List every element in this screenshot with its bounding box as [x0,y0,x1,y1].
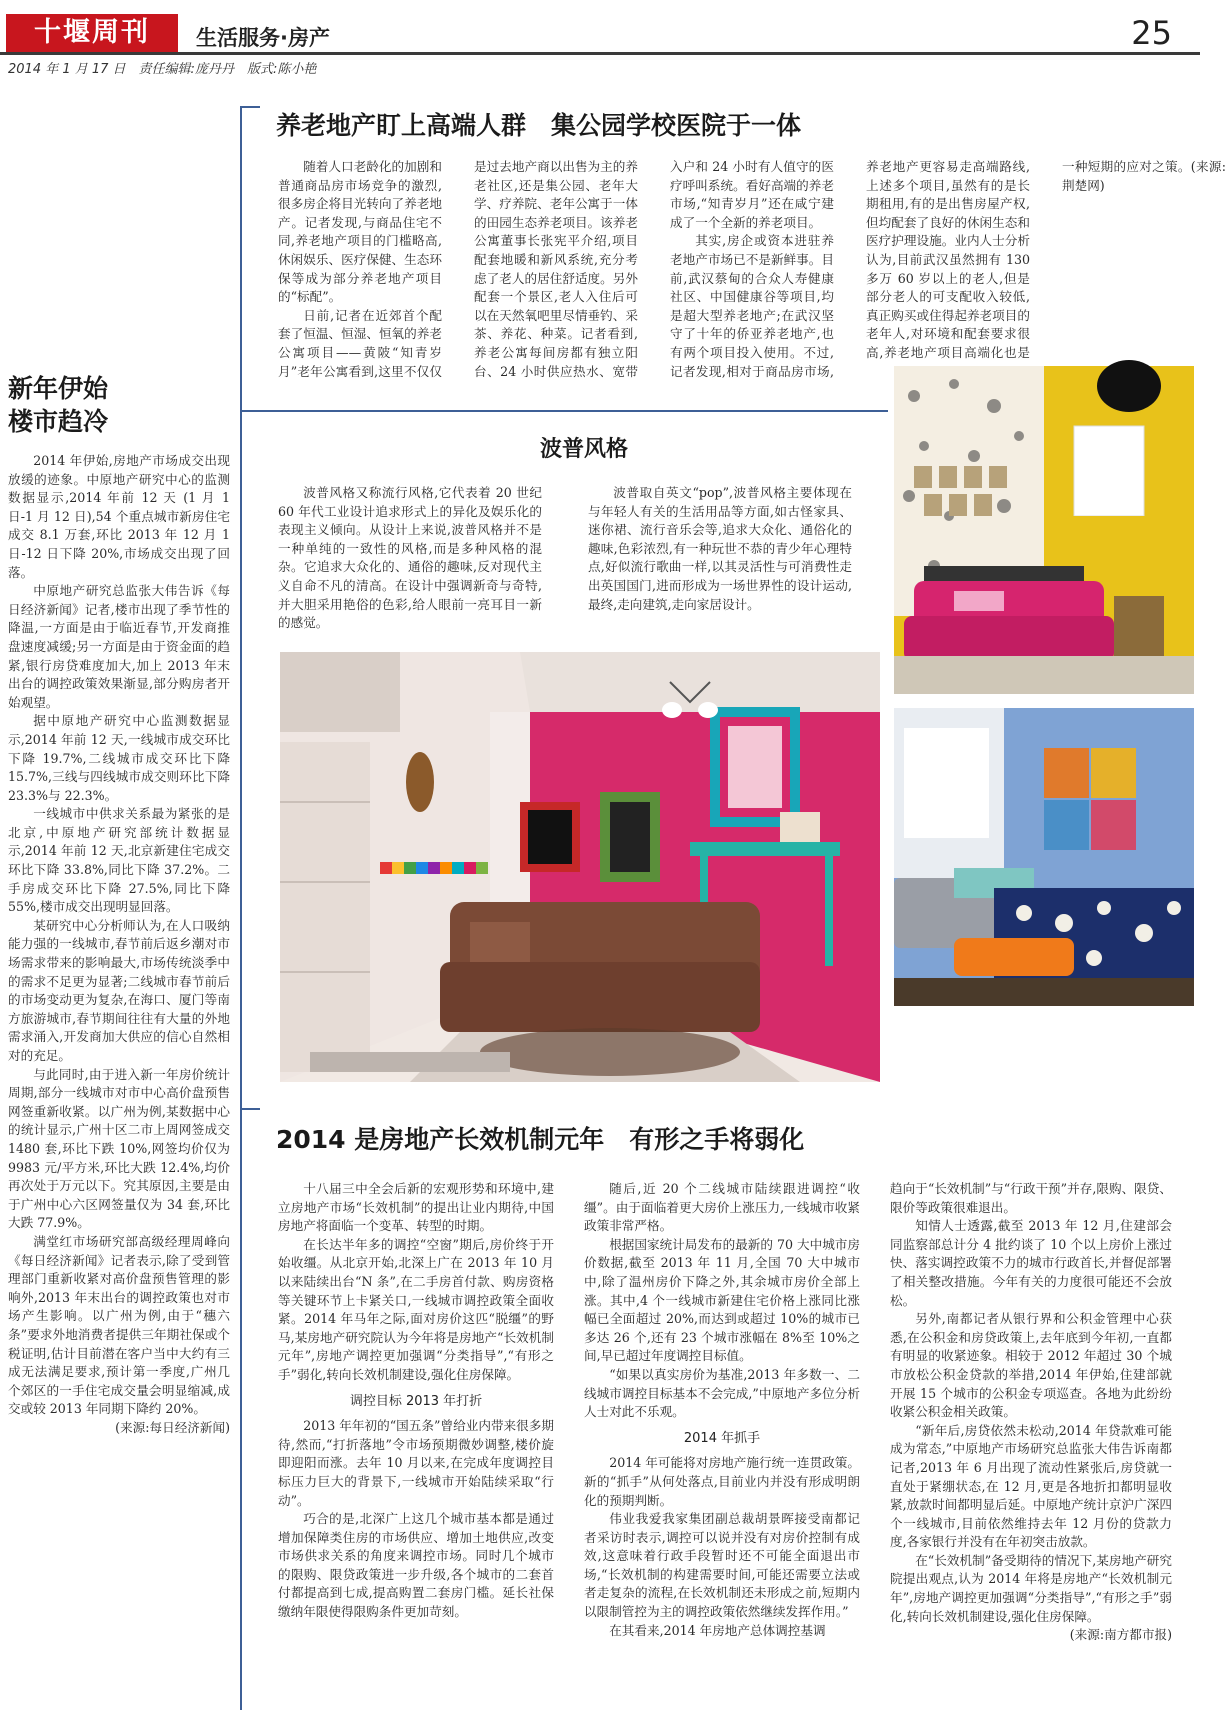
article2-paragraph: 趋向于“长效机制”与“行政干预”并存,限购、限贷、限价等政策很难退出。 [890,1181,1172,1215]
article2-paragraph: 在其看来,2014 年房地产总体调控基调 [609,1622,826,1638]
article1-paragraph: 随着人口老龄化的加剧和普通商品房市场竞争的激烈,很多房企将目光转向了养老地产。记者发现,与商品住宅不同,养老地产项目的门槛略高,休闲娱乐、医疗保健、生态环保等成为部分养老地产项目的“标配”。 [278,159,442,305]
article2-paragraph: 另外,南都记者从银行界和公积金管理中心获悉,在公积金和房贷政策上,去年底到今年初,一直都有明显的收紧迹象。相较于 2012 年超过 30 个城市放松公积金贷款的举措,2014 年伊始,住建部就开展 15 个城市的公积金专项巡查。各地为此纷纷收紧公积金相关政策。 [890,1311,1172,1420]
dateline: 2014 年 1 月 17 日 责任编辑:庞丹丹 版式:陈小艳 [8,62,317,77]
masthead: 十堰周刊 [6,14,178,52]
sidebar-paragraph: 一线城市中供求关系最为紧张的是北京,中原地产研究部统计数据显示,2014 年前 12 天,北京新建住宅成交环比下降 33.8%,同比下降 37.2%。二手房成交环比下降 27.5%,同比下降 55%,楼市成交出现明显回落。 [8,806,230,915]
article2-title: 2014 是房地产长效机制元年 有形之手将弱化 [276,1125,805,1154]
article2-column-3 [890,1180,1172,1645]
photo-blue-bedroom [894,708,1194,1006]
sidebar-source: (来源:每日经济新闻) [115,1419,230,1435]
article2-subhead-2: 2014 年抓手 [683,1430,761,1446]
article2-paragraph: 伟业我爱我家集团副总裁胡景晖接受南都记者采访时表示,调控可以说并没有对房价控制有成效,这意味着行政手段暂时还不可能全面退出市场,“长效机制的构建需要时间,可能还需要立法或者走复杂的流程,在长效机制还未形成之前,短期内以限制管控为主的调控政策依然继续发挥作用。” [584,1511,860,1620]
article2-paragraph: 十八届三中全会后新的宏观形势和环境中,建立房地产市场“长效机制”的提出让业内期待,中国房地产将面临一个变革、转型的时期。 [278,1181,554,1234]
pop-style-paragraph-2: 波普取自英文“pop”,波普风格主要体现在与年轻人有关的生活用品等方面,如古怪家具、迷你裙、流行音乐会等,追求大众化、通俗化的趣味,色彩浓烈,有一种玩世不恭的青少年心理特点,好似流行歌曲一样,以其灵活性与可消费性走出英国国门,进而形成为一场世界性的设计运动,最终,走向建筑,走向家居设计。 [588,485,852,612]
article2-paragraph: 在长达半年多的调控“空窗”期后,房价终于开始收缰。从北京开始,北深上广在 2013 年 10 月以来陆续出台“N 条”,在二手房首付款、购房资格等关键环节上卡紧关口,一线城市调控政策全面收紧。2014 年马年之际,面对房价这匹“脱缰”的野马,某房地产研究院认为今年将是房地产“长效机制元年”,房地产调控更加强调“分类指导”,“有形之手”弱化,转向长效机制建设,强化住房保障。 [278,1236,554,1382]
pop-section-rule [240,410,888,412]
article2-paragraph: “新年后,房贷依然未松动,2014 年贷款难可能成为常态,”中原地产市场研究总监张大伟告诉南都记者,2013 年 6 月出现了流动性紧张后,房贷就一直处于紧绷状态,在 12 月,更是各地折扣都明显收紧,放款时间都明显后延。中原地产统计京沪广深四个一线城市,目前依然维持去年 12 月份的贷款力度,各家银行并没有在年初突击放款。 [890,1422,1172,1550]
pop-style-title: 波普风格 [540,437,629,462]
article2-column-1 [278,1180,554,1622]
sidebar-title-line2: 楼市趋冷 [8,407,109,436]
sidebar-paragraph: 与此同时,由于进入新一年房价统计周期,部分一线城市对市中心高价盘预售网签重新收紧。以广州为例,某数据中心的统计显示,广州十区二市上周网签成交 1480 套,环比下跌 10%,网签均价仅为 9983 元/平方米,环比大跌 12.4%,均价再次处于万元以下。究其原因,主要是由于广州中心六区网签量仅为 34 套,环比大跌 77.9%。 [8,1066,230,1231]
article1-paragraph: 其实,房企或资本进驻养老地产市场已不是新鲜事。目前,武汉蔡甸的合众人寿健康社区、中国健康谷等项目,均是超大型养老地产;在武汉坚守了十年的侨亚养老地产,也有两个项目投入使用。不过,记者发现,相对于商品房市场,养老地产更容易走高端路线,上述多个项目,虽然有的是长期租用,有的是出售房屋产权,但均配套了良好的休闲生态和医疗护理设施。业内人士分析认为,目前武汉虽然拥有 130 多万 60 岁以上的老人,但是部分老人的可支配收入较低,真正购买或住得起养老项目的老年人,对环境和配套要求很高,养老地产项目高端化也是一种短期的应对之策。(来源:荆楚网) [670,159,1226,379]
sidebar-paragraph: 中原地产研究总监张大伟告诉《每日经济新闻》记者,楼市出现了季节性的降温,一方面是由于临近春节,开发商推盘速度减缓;另一方面是由于资金面的趋紧,银行房贷难度加大,加上 2013 年末出台的调控政策效果渐显,部分购房者开始观望。 [8,583,230,710]
sidebar-paragraph: 据中原地产研究中心监测数据显示,2014 年前 12 天,一线城市成交环比下降 19.7%,二线城市成交环比下降 15.7%,三线与四线城市成交则环比下降 23.3%与 22.3%。 [8,713,230,803]
article1-rule [240,106,260,108]
article2-rule [240,1108,260,1110]
photo-yellow-living-room [894,366,1194,694]
article1-title: 养老地产盯上高端人群 集公园学校医院于一体 [276,111,802,140]
article2-paragraph: “如果以真实房价为基准,2013 年多数一、二线城市调控目标基本不会完成,”中原地产多位分析人士对此不乐观。 [584,1366,860,1420]
sidebar-paragraph: 2014 年伊始,房地产市场成交出现放缓的迹象。中原地产研究中心的监测数据显示,2014 年前 12 天 (1 月 1 日-1 月 12 日),54 个重点城市新房住宅成交 8.1 万套,环比 2013 年 12 月 1 日-12 日下降 20%,市场成交出现了回落。 [8,453,230,580]
article2-paragraph: 随后,近 20 个二线城市陆续跟进调控“收缰”。由于面临着更大房价上涨压力,一线城市收紧政策非常严格。 [584,1181,860,1234]
article2-source: (来源:南方都市报) [1069,1627,1172,1643]
photo-pink-pop-room [280,652,880,1082]
sidebar-paragraph: 某研究中心分析师认为,在人口吸纳能力强的一线城市,春节前后返乡潮对市场需求带来的影响最大,市场传统淡季中的需求不足更为显著;二线城市春节前后的市场变动更为复杂,在海口、厦门等南方旅游城市,春节期间往往有大量的外地需求涌入,开发商加大供应的信心自然相对的充足。 [8,917,230,1063]
sidebar-paragraph: 满堂红市场研究部高级经理周峰向《每日经济新闻》记者表示,除了受到管理部门重新收紧对高价盘预售管理的影响外,2013 年末出台的调控政策也对市场产生影响。以广州为例,由于“穗六条”要求外地消费者提供三年期社保或个税证明,估计目前潜在客户当中大约有三成无法满足要求,预计第一季度,广州几个郊区的一手住宅成交量会明显缩减,成交或较 2013 年同期下降约 20%。 [8,1233,230,1417]
article2-paragraph: 根据国家统计局发布的最新的 70 大中城市房价数据,截至 2013 年 11 月,全国 70 大中城市中,除了温州房价下降之外,其余城市房价全部上涨。其中,4 个一线城市新建住宅价格上涨同比涨幅已全面超过 20%,而达到或超过 10%的城市已多达 26 个,还有 23 个城市涨幅在 8%至 10%之间,早已超过年度调控目标值。 [584,1236,860,1364]
column-divider [240,106,242,1710]
page-number: 25 [1131,14,1172,52]
header-rule [0,52,1200,55]
article2-paragraph: 2013 年年初的“国五条”曾给业内带来很多期待,然而,“打折落地”令市场预期微妙调整,楼价旋即迎阳而涨。去年 10 月以来,在完成年度调控目标压力巨大的背景下,一线城市开始陆续采取“行动”。 [278,1418,554,1508]
article2-subhead-1: 调控目标 2013 年打折 [349,1393,483,1409]
sidebar-title-line1: 新年伊始 [8,374,109,403]
sidebar-body [8,452,230,1437]
article2-paragraph: 知情人士透露,截至 2013 年 12 月,住建部会同监察部总计分 4 批约谈了 10 个以上房价上涨过快、落实调控政策不力的城市行政首长,并督促部署了相关整改措施。今年有关的力度很可能还不会放松。 [890,1218,1172,1308]
article2-paragraph: 2014 年可能将对房地产施行统一连贯政策。新的“抓手”从何处落点,目前业内并没有形成明朗化的预期判断。 [584,1455,860,1508]
article2-paragraph: 巧合的是,北深广上这几个城市基本都是通过增加保障类住房的市场供应、增加土地供应,改变市场供求关系的角度来调控市场。同时几个城市的限购、限贷政策进一步升级,各个城市的二套首付都提高到七成,提高购置二套房门槛。延长社保缴纳年限使得限购条件更加苛刻。 [278,1511,554,1620]
article1-body [278,158,1226,384]
article1-paragraph: 日前,记者在近郊首个配套了恒温、恒湿、恒氧的养老公寓项目——黄陂“知青岁月”老年公寓看到,这里不仅仅是过去地产商以出售为主的养老社区,还是集公园、老年大学、疗养院、老年公寓于一体的田园生态养老项目。该养老公寓董事长张宪平介绍,项目配套地暖和新风系统,充分考虑了老人的居住舒适度。另外配套一个景区,老人入住后可以在天然氧吧里尽情垂钓、采茶、养花、种菜。记者看到,养老公寓每间房都有独立阳台、24 小时供应热水、宽带入户和 24 小时有人值守的医疗呼叫系统。看好高端的养老市场,“知青岁月”还在咸宁建成了一个全新的养老项目。 [278,159,834,379]
pop-style-paragraph-1: 波普风格又称流行风格,它代表着 20 世纪 60 年代工业设计追求形式上的异化及娱乐化的表现主义倾向。从设计上来说,波普风格并不是一种单纯的一致性的风格,而是多种风格的混杂。它追求大众化的、通俗的趣味,反对现代主义自命不凡的清高。在设计中强调新奇与奇特,并大胆采用艳俗的色彩,给人眼前一亮耳目一新的感觉。 [278,485,542,631]
article2-column-2 [584,1180,860,1640]
section-title: 生活服务·房产 [196,26,330,50]
article2-paragraph: 在“长效机制”备受期待的情况下,某房地产研究院提出观点,认为 2014 年将是房地产“长效机制元年”,房地产调控更加强调“分类指导”,“有形之手”弱化,转向长效机制建设,强化住房保障。 [890,1552,1172,1624]
